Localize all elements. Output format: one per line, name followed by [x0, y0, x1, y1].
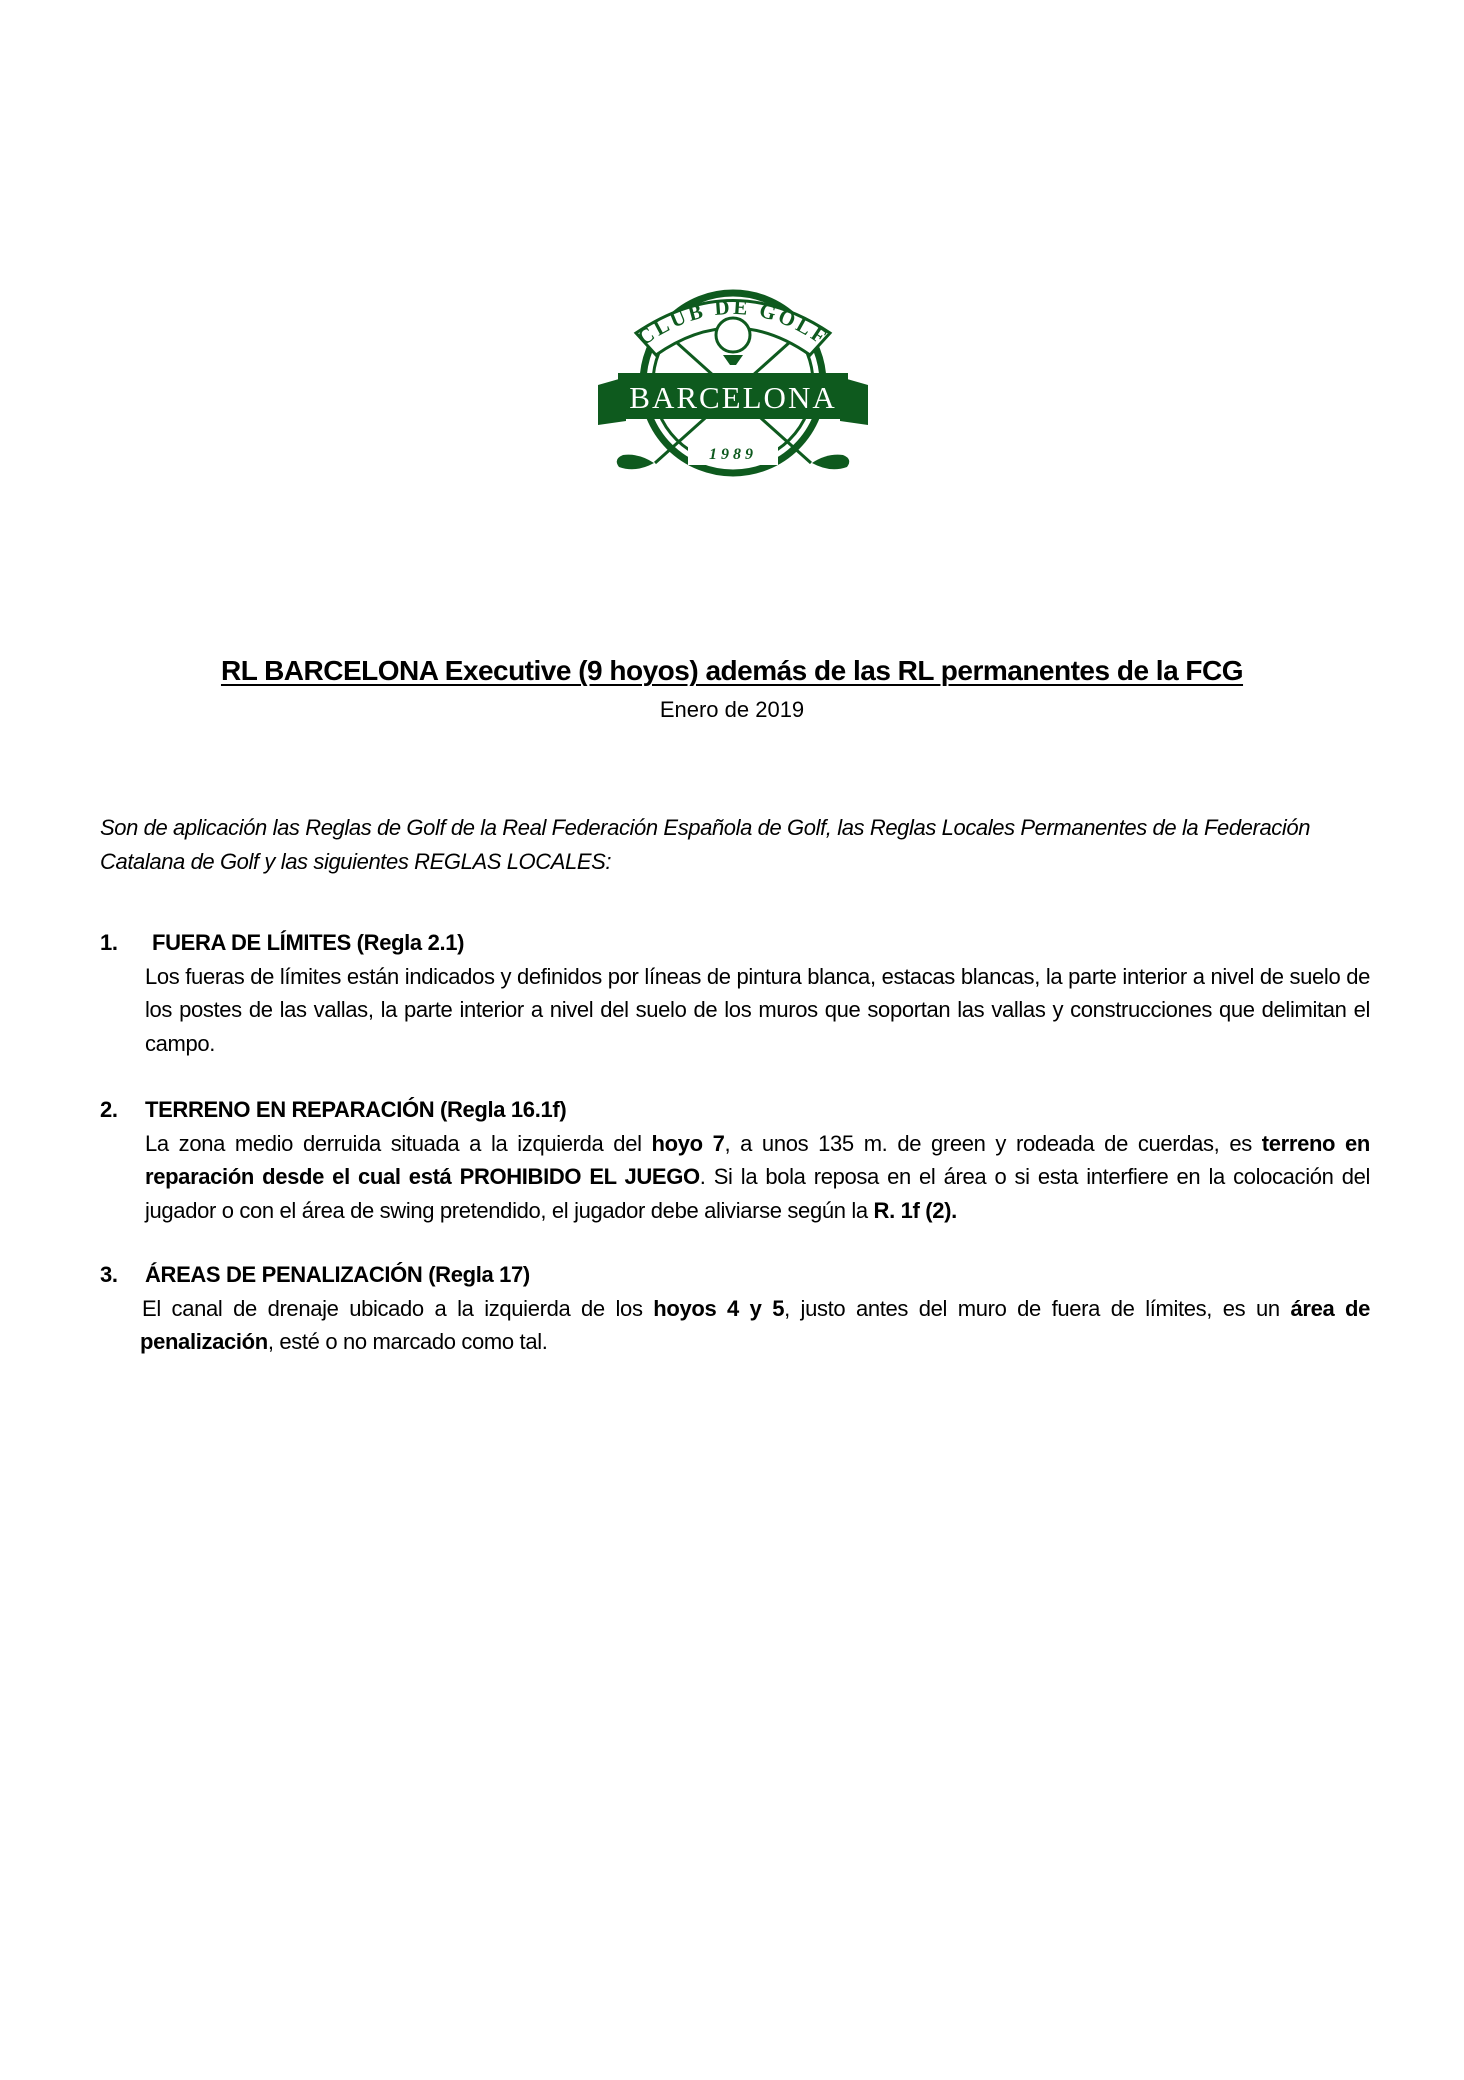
section-heading [100, 1093, 1370, 1127]
section-body [100, 1292, 1370, 1359]
section-title: ÁREAS DE PENALIZACIÓN (Regla 17) [145, 1262, 530, 1287]
logo-year: 1989 [709, 446, 757, 463]
body-text: . Si la bola reposa en el área o si esta interfiere en la colocación del jugador o con el área de swing pretendido, el jugador debe aliviarse según la [145, 1164, 1371, 1223]
body-text: El canal de drenaje ubicado a la izquierda de los [142, 1295, 654, 1321]
section-title: FUERA DE LÍMITES (Regla 2.1) [152, 930, 465, 955]
rule-section-penalty-areas [100, 1258, 1370, 1359]
document-title-text: RL BARCELONA Executive (9 hoyos) además de las RL permanentes de la FCG [220, 655, 1244, 686]
section-title: TERRENO EN REPARACIÓN (Regla 16.1f) [145, 1097, 567, 1122]
rule-section-out-of-bounds [100, 926, 1370, 1060]
section-number: 3. [100, 1262, 118, 1287]
emphasized-text: R. 1f (2). [873, 1197, 957, 1223]
rule-section-ground-under-repair [100, 1093, 1370, 1227]
body-text: , a unos 135 m. de green y rodeada de cuerdas, es [724, 1130, 1262, 1156]
body-text: La zona medio derruida situada a la izquierda del [145, 1130, 652, 1156]
section-number: 2. [100, 1097, 118, 1122]
emphasized-text: hoyos 4 y 5 [653, 1295, 785, 1321]
document-date: Enero de 2019 [659, 697, 805, 722]
section-heading [100, 926, 1370, 960]
logo-top-text: CLUB DE GOLF [632, 294, 834, 351]
section-body [100, 1127, 1370, 1228]
body-text: , esté o no marcado como tal. [267, 1329, 548, 1354]
emphasized-text: hoyo 7 [651, 1130, 725, 1156]
emphasized-text: terreno en reparación desde el cual está PROHIBIDO EL JUEGO [145, 1130, 1371, 1189]
intro-paragraph: Son de aplicación las Reglas de Golf de la Real Federación Española de Golf, las Reglas Locales Permanentes de la Federación Catalana de Golf y las siguientes REGLAS LOCALES: [100, 815, 1311, 874]
body-text: , justo antes del muro de fuera de límites, es un [784, 1295, 1291, 1321]
document-title [0, 655, 1464, 687]
emphasized-text: área de penalización [140, 1295, 1371, 1354]
logo-name: BARCELONA [629, 380, 837, 415]
section-body [100, 960, 1370, 1061]
section-number: 1. [100, 930, 118, 955]
club-logo [596, 273, 870, 485]
body-text: Los fueras de límites están indicados y definidos por líneas de pintura blanca, estacas blancas, la parte interior a nivel de suelo de los postes de las vallas, la parte interior a nivel del suelo de los muros que soportan las vallas y construcciones que delimitan el campo. [145, 963, 1370, 1056]
section-heading [100, 1258, 1370, 1292]
